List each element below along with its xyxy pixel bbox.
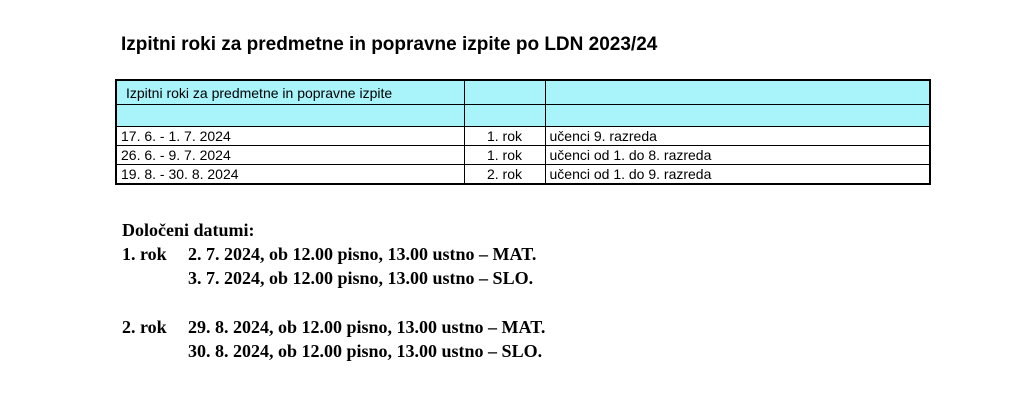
page-title: Izpitni roki za predmetne in popravne izpite po LDN 2023/24 — [121, 34, 658, 55]
rok-cell: 1. rok — [464, 146, 545, 165]
rok-label: 2. rok — [122, 317, 167, 337]
date-range-cell: 26. 6. - 9. 7. 2024 — [116, 146, 464, 165]
date-range-cell: 19. 8. - 30. 8. 2024 — [116, 165, 464, 185]
table-row — [116, 165, 930, 185]
students-cell: učenci od 1. do 8. razreda — [545, 146, 930, 165]
table-header-cell — [464, 80, 545, 105]
date-text: 3. 7. 2024, ob 12.00 pisno, 13.00 ustno – SLO. — [188, 268, 534, 288]
fixed-dates-heading: Določeni datumi: — [122, 220, 255, 240]
date-text: 30. 8. 2024, ob 12.00 pisno, 13.00 ustno – SLO. — [188, 341, 543, 361]
table-header-spacer-cell — [464, 105, 545, 127]
table-header-spacer-row — [116, 105, 930, 127]
rok-cell: 2. rok — [464, 165, 545, 185]
table-header-cell — [545, 80, 930, 105]
rok-cell: 1. rok — [464, 127, 545, 146]
date-text: 2. 7. 2024, ob 12.00 pisno, 13.00 ustno – MAT. — [188, 244, 537, 264]
table-header-row — [116, 80, 930, 105]
table-header-spacer-cell — [116, 105, 464, 127]
rok-label: 1. rok — [122, 244, 167, 264]
students-cell: učenci 9. razreda — [545, 127, 930, 146]
table-row — [116, 127, 930, 146]
date-range-cell: 17. 6. - 1. 7. 2024 — [116, 127, 464, 146]
table-header-spacer-cell — [545, 105, 930, 127]
exam-dates-table — [115, 79, 931, 185]
date-text: 29. 8. 2024, ob 12.00 pisno, 13.00 ustno – MAT. — [188, 317, 546, 337]
students-cell: učenci od 1. do 9. razreda — [545, 165, 930, 185]
table-header-cell: Izpitni roki za predmetne in popravne izpite — [116, 80, 464, 105]
table-row — [116, 146, 930, 165]
